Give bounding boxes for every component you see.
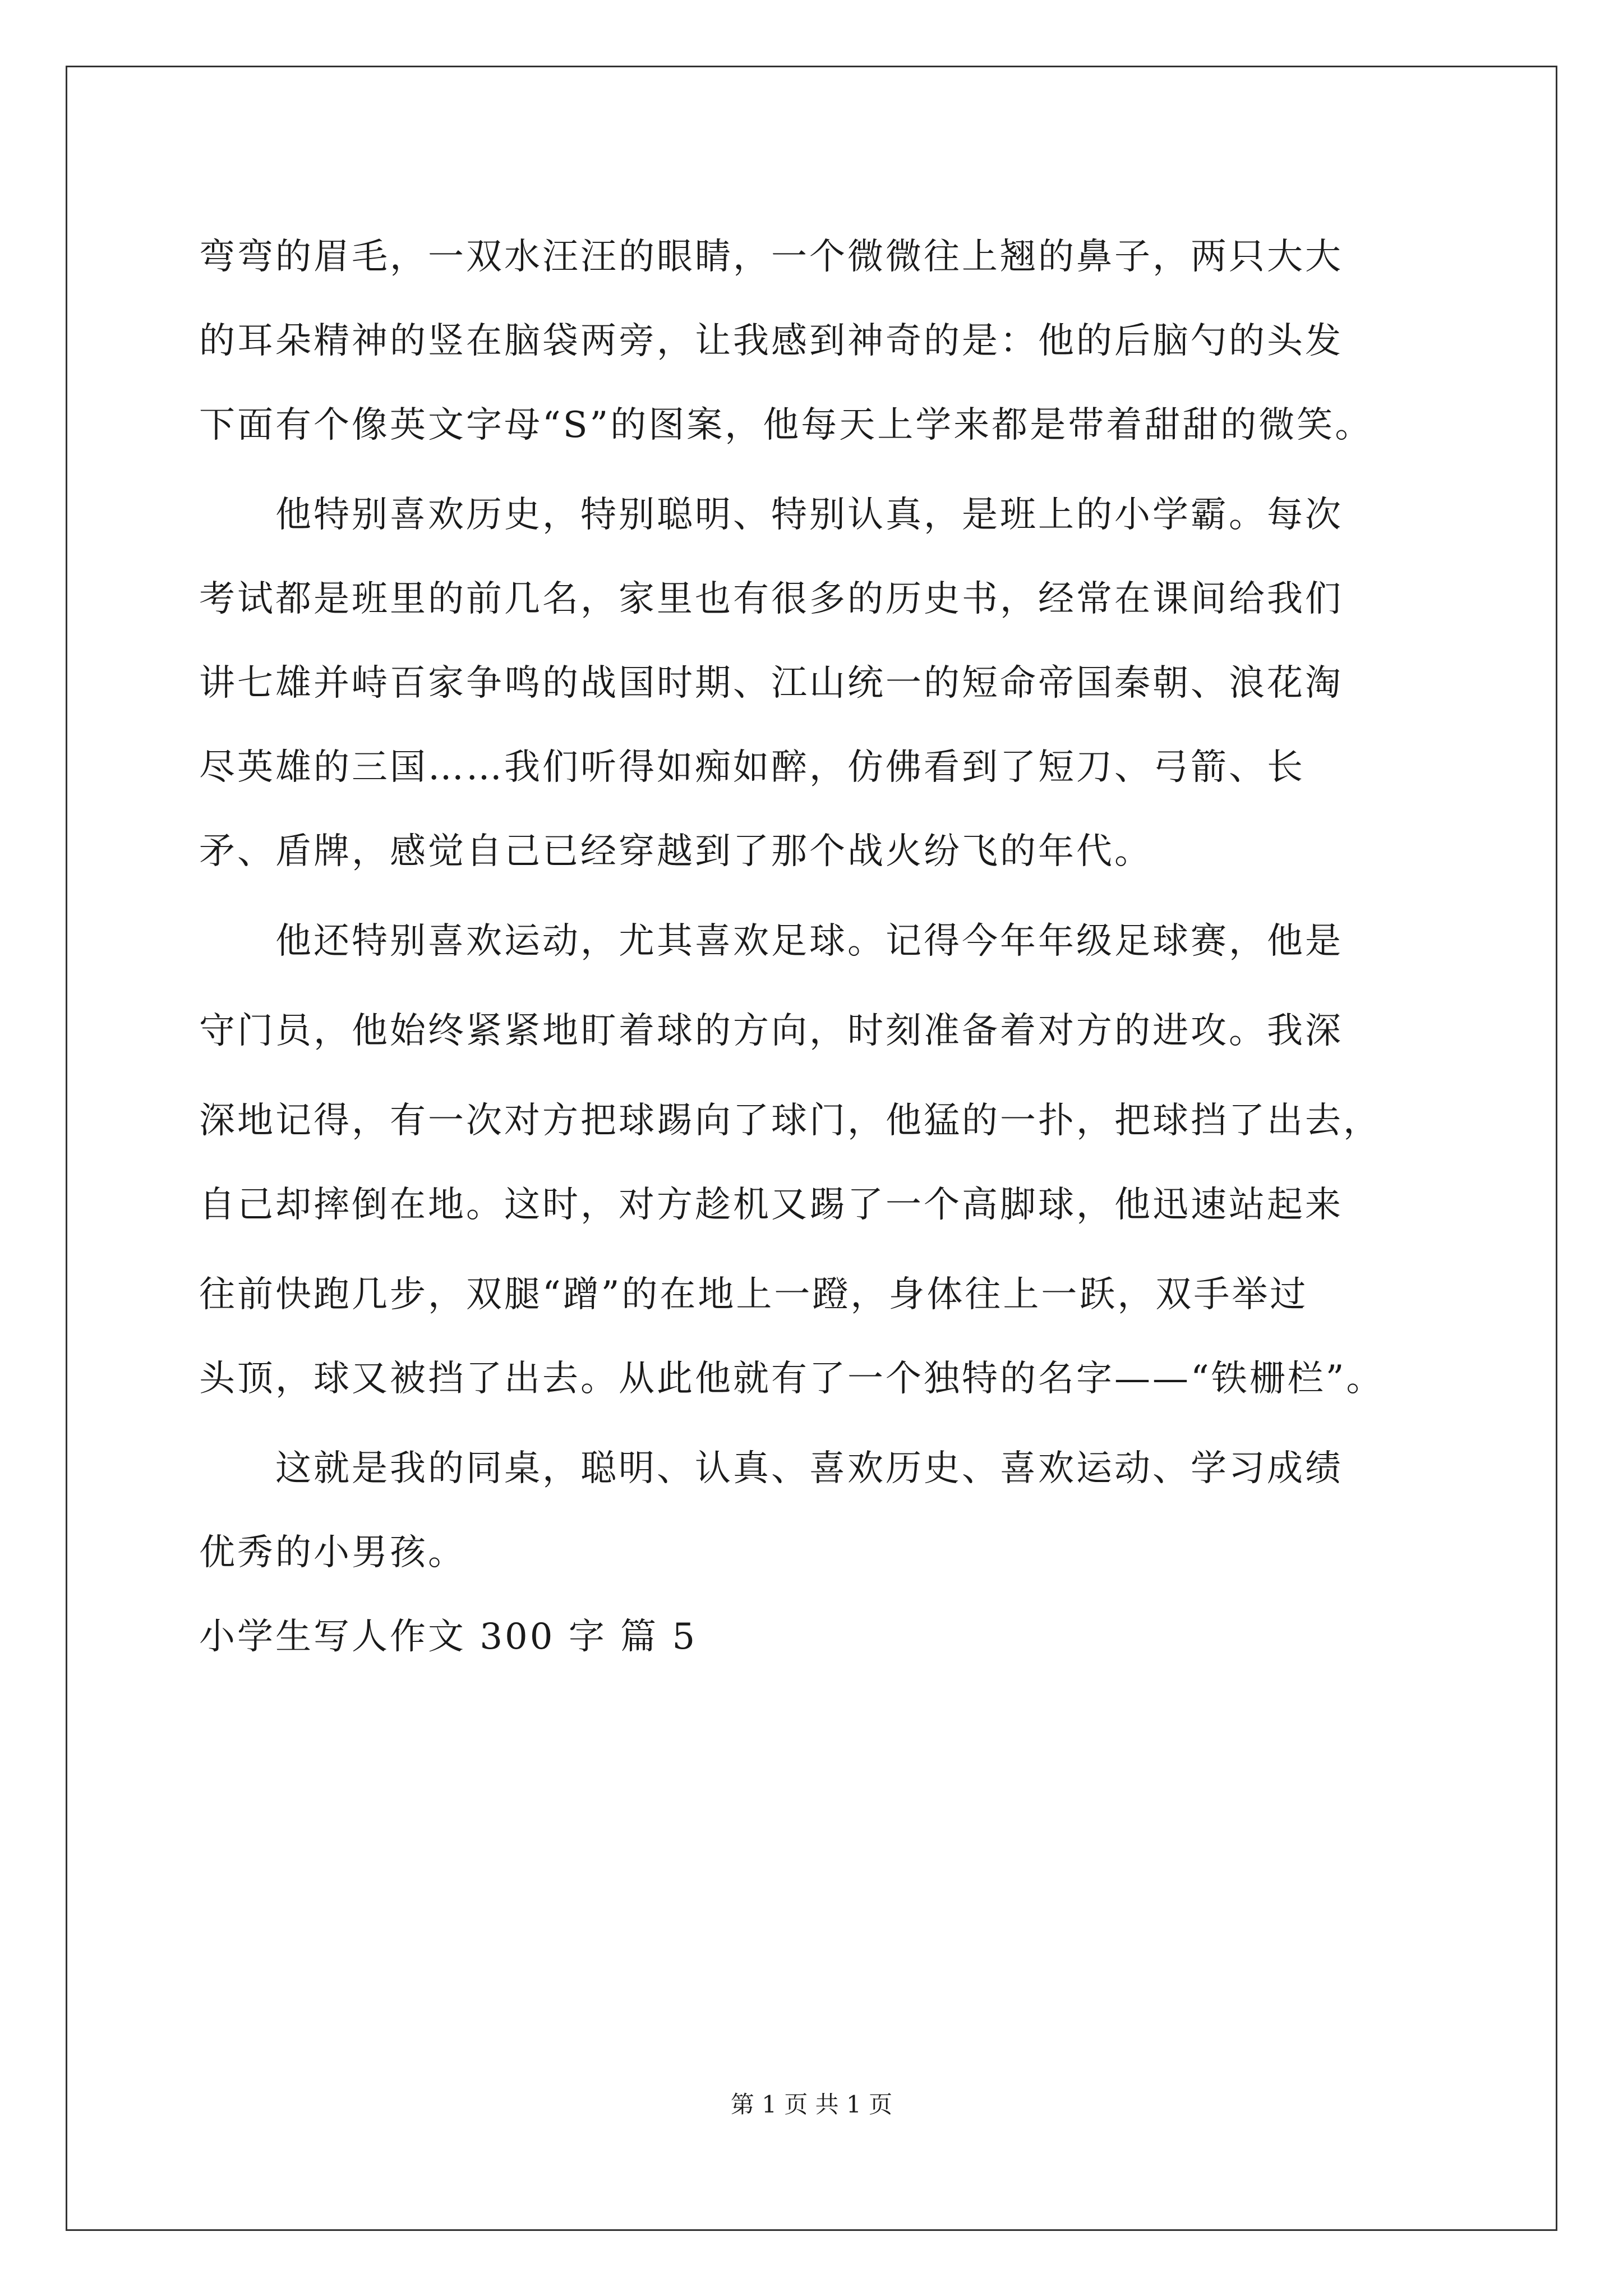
text-line-6: 讲七雄并峙百家争鸣的战国时期、江山统一的短命帝国秦朝、浪花淘 — [199, 662, 1343, 704]
text-line-8: 矛、盾牌，感觉自己已经穿越到了那个战火纷飞的年代。 — [199, 831, 1152, 872]
text-line-5: 考试都是班里的前几名，家里也有很多的历史书，经常在课间给我们 — [199, 578, 1343, 620]
text-line-16: 优秀的小男孩。 — [199, 1532, 466, 1573]
text-line-3: 下面有个像英文字母“S”的图案，他每天上学来都是带着甜甜的微笑。 — [199, 404, 1373, 446]
page-frame — [66, 66, 1557, 2231]
text-line-15: 这就是我的同桌，聪明、认真、喜欢历史、喜欢运动、学习成绩 — [199, 1448, 1343, 1489]
text-line-1: 弯弯的眉毛，一双水汪汪的眼睛，一个微微往上翘的鼻子，两只大大 — [199, 236, 1343, 278]
section-heading: 小学生写人作文 300 字 篇 5 — [199, 1616, 698, 1658]
text-line-11: 深地记得，有一次对方把球踢向了球门，他猛的一扑，把球挡了出去， — [199, 1100, 1381, 1142]
page-footer: 第 1 页 共 1 页 — [730, 2091, 893, 2118]
text-line-14: 头顶，球又被挡了出去。从此他就有了一个独特的名字——“铁栅栏”。 — [199, 1358, 1385, 1400]
text-line-10: 守门员，他始终紧紧地盯着球的方向，时刻准备着对方的进攻。我深 — [199, 1010, 1343, 1052]
text-line-12: 自己却摔倒在地。这时，对方趁机又踢了一个高脚球，他迅速站起来 — [199, 1184, 1343, 1226]
text-line-9: 他还特别喜欢运动，尤其喜欢足球。记得今年年级足球赛，他是 — [199, 921, 1343, 962]
text-line-7: 尽英雄的三国……我们听得如痴如醉，仿佛看到了短刀、弓箭、长 — [199, 747, 1305, 788]
text-line-13: 往前快跑几步，双腿“蹭”的在地上一蹬，身体往上一跃，双手举过 — [199, 1274, 1308, 1315]
text-line-2: 的耳朵精神的竖在脑袋两旁，让我感到神奇的是：他的后脑勺的头发 — [199, 320, 1343, 362]
text-line-4: 他特别喜欢历史，特别聪明、特别认真，是班上的小学霸。每次 — [199, 494, 1343, 536]
